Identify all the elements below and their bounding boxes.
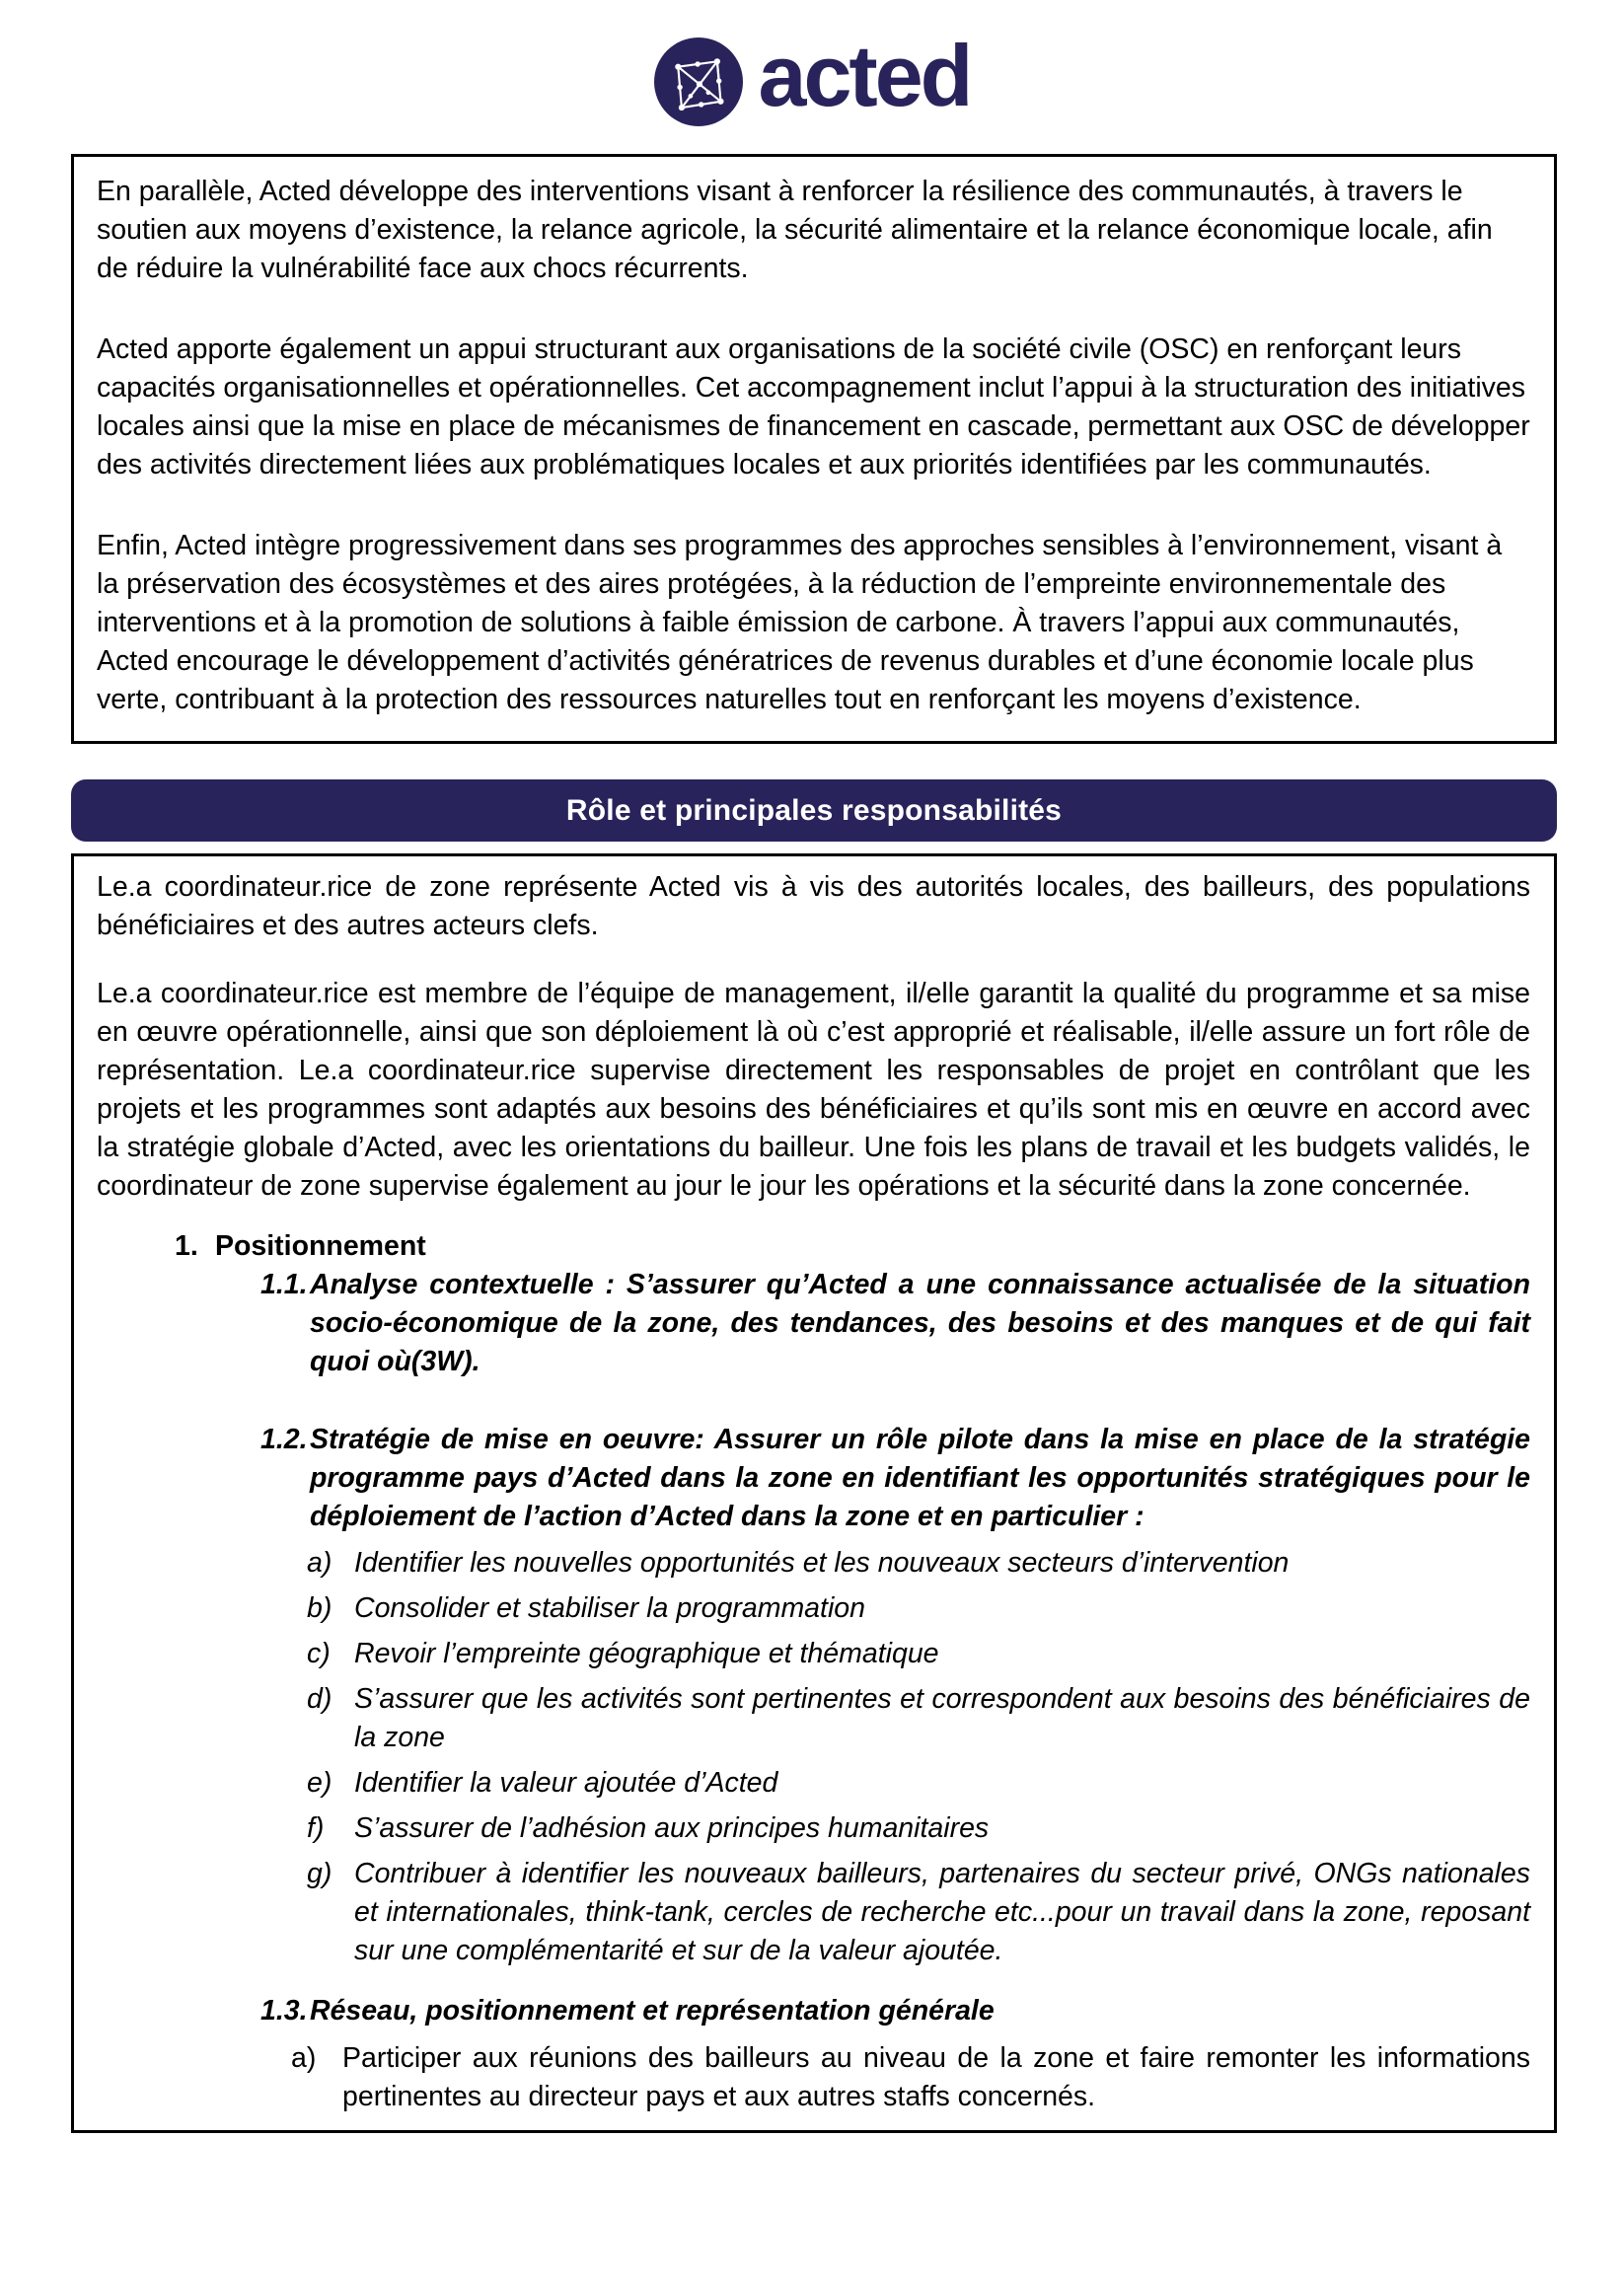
intro-paragraph-1: En parallèle, Acted développe des interventions visant à renforcer la résilience des communautés, à travers le soutien aux moyens d’existence, la relance agricole, la sécurité alimentaire et la relance économique locale, afin de réduire la vulnérabilité face aux chocs récurrents. xyxy=(97,176,1493,284)
list-text: S’assurer que les activités sont pertinentes et correspondent aux besoins des bénéficiaires de la zone xyxy=(354,1683,1530,1753)
responsibilities-box xyxy=(71,853,1557,2133)
list-text: Consolider et stabiliser la programmation xyxy=(354,1592,865,1624)
acted-logo-icon xyxy=(654,37,743,126)
list-item-g xyxy=(97,1855,1530,1970)
list-text: Identifier les nouvelles opportunités et les nouveaux secteurs d’intervention xyxy=(354,1547,1290,1579)
list-letter: e) xyxy=(307,1767,332,1799)
section-header-bar xyxy=(71,779,1557,842)
list-item-f xyxy=(97,1809,1530,1848)
list-number: 1.3. xyxy=(260,1995,308,2027)
list-letter: a) xyxy=(307,1547,332,1579)
list-item-1-1 xyxy=(97,1266,1530,1381)
list-text: Participer aux réunions des bailleurs au niveau de la zone et faire remonter les informations pertinentes au directeur pays et aux autres staffs concernés. xyxy=(342,2042,1530,2112)
list-text: Identifier la valeur ajoutée d’Acted xyxy=(354,1767,778,1799)
list-letter: b) xyxy=(307,1592,332,1624)
list-text: Revoir l’empreinte géographique et thématique xyxy=(354,1638,939,1669)
acted-logo-wordmark: acted xyxy=(758,27,971,125)
list-text: Contribuer à identifier les nouveaux bailleurs, partenaires du secteur privé, ONGs nationales et internationales, think-tank, cercles de recherche etc...pour un travail dans la zone, reposant sur une complémentarité et sur de la valeur ajoutée. xyxy=(354,1858,1530,1966)
list-letter: g) xyxy=(307,1858,332,1889)
intro-box xyxy=(71,154,1557,744)
list-number: 1.1. xyxy=(260,1269,308,1300)
list-text: Analyse contextuelle : S’assurer qu’Acted a une connaissance actualisée de la situation socio-économique de la zone, des tendances, des besoins et des manques et de qui fait quoi où(3W). xyxy=(310,1269,1530,1377)
list-text: Réseau, positionnement et représentation générale xyxy=(310,1995,995,2027)
list-item-1 xyxy=(97,1227,1530,1266)
list-title: Positionnement xyxy=(215,1230,426,1262)
resp-paragraph-2: Le.a coordinateur.rice est membre de l’équipe de management, il/elle garantit la qualité du programme et sa mise en œuvre opérationnelle, ainsi que son déploiement là où c’est approprié et réalisable, il/elle assure un fort rôle de représentation. Le.a coordinateur.rice supervise directement les responsables de projet en contrôlant que les projets et les programmes sont adaptés aux besoins des bénéficiaires et qu’ils sont mis en œuvre en accord avec la stratégie globale d’Acted, avec les orientations du bailleur. Une fois les plans de travail et les budgets validés, le coordinateur de zone supervise également au jour le jour les opérations et la sécurité dans la zone concernée. xyxy=(97,978,1530,1202)
list-text: S’assurer de l’adhésion aux principes humanitaires xyxy=(354,1812,990,1844)
list-item-1-2 xyxy=(97,1421,1530,1536)
list-number: 1. xyxy=(175,1230,198,1262)
list-letter: f) xyxy=(307,1812,325,1844)
list-letter: c) xyxy=(307,1638,331,1669)
list-item-a2 xyxy=(97,2039,1530,2116)
list-letter: d) xyxy=(307,1683,332,1715)
section-title: Rôle et principales responsabilités xyxy=(565,793,1063,827)
acted-logo xyxy=(0,0,1624,128)
list-number: 1.2. xyxy=(260,1424,308,1455)
resp-paragraph-1: Le.a coordinateur.rice de zone représente Acted vis à vis des autorités locales, des bailleurs, des populations bénéficiaires et des autres acteurs clefs. xyxy=(97,871,1530,941)
list-item-1-3 xyxy=(97,1992,1530,2030)
list-text: Stratégie de mise en oeuvre: Assurer un rôle pilote dans la mise en place de la stratégie programme pays d’Acted dans la zone en identifiant les opportunités stratégiques pour le déploiement de l’action d’Acted dans la zone et en particulier : xyxy=(310,1424,1530,1532)
list-item-c xyxy=(97,1635,1530,1673)
intro-paragraph-3: Enfin, Acted intègre progressivement dans ses programmes des approches sensibles à l’environnement, visant à la préservation des écosystèmes et des aires protégées, à la réduction de l’empreinte environnementale des interventions et à la promotion de solutions à faible émission de carbone. À travers l’appui aux communautés, Acted encourage le développement d’activités génératrices de revenus durables et d’une économie locale plus verte, contribuant à la protection des ressources naturelles tout en renforçant les moyens d’existence. xyxy=(97,530,1503,715)
list-item-e xyxy=(97,1764,1530,1803)
intro-paragraph-2: Acted apporte également un appui structurant aux organisations de la société civile (OSC) en renforçant leurs capacités organisationnelles et opérationnelles. Cet accompagnement inclut l’appui à la structuration des initiatives locales ainsi que la mise en place de mécanismes de financement en cascade, permettant aux OSC de développer des activités directement liées aux problématiques locales et aux priorités identifiées par les communautés. xyxy=(97,333,1530,480)
list-item-a xyxy=(97,1544,1530,1583)
list-item-d xyxy=(97,1680,1530,1757)
list-letter: a) xyxy=(291,2042,317,2074)
list-item-b xyxy=(97,1589,1530,1628)
